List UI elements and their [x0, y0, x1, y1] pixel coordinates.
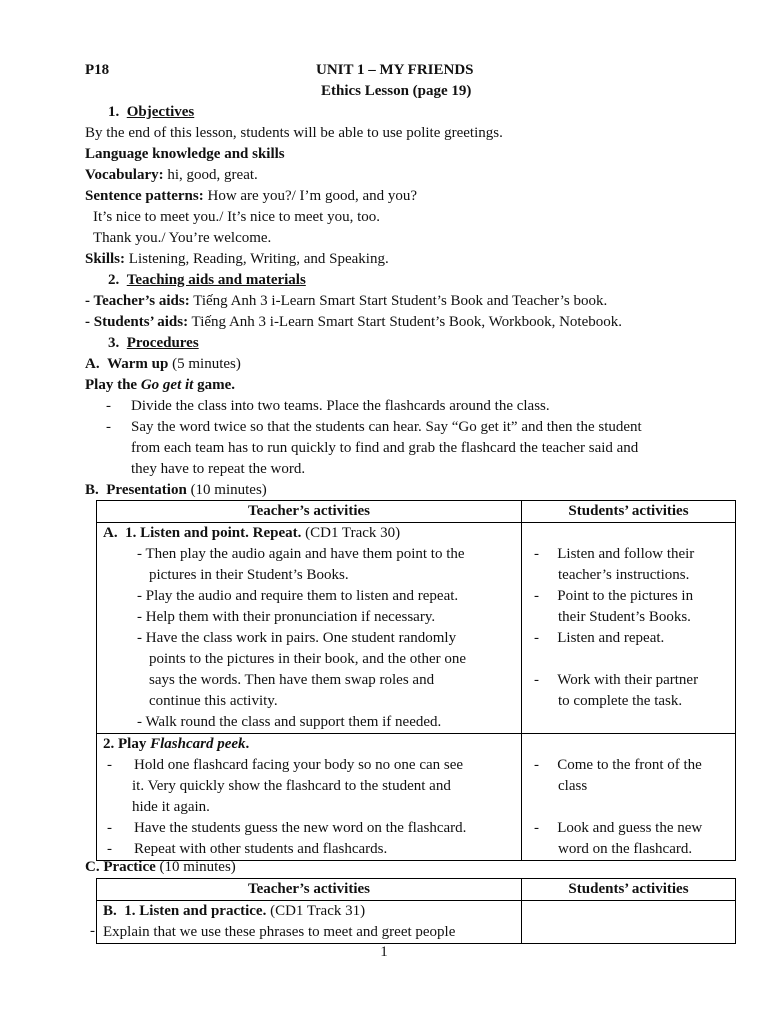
practice-heading: C. Practice (10 minutes) — [85, 859, 236, 875]
game-bullet-2-cont: from each team has to run quickly to find and grab the flashcard the teacher said and — [131, 440, 639, 456]
bullet-dash: - — [90, 923, 95, 939]
bullet-dash: - — [106, 419, 111, 435]
student-step: - Work with their partner — [534, 672, 699, 688]
teacher-aids-line: - Teacher’s aids: Tiếng Anh 3 i-Learn Smart Start Student’s Book and Teacher’s book. — [85, 293, 608, 309]
teacher-step: - Help them with their pronunciation if necessary. — [137, 609, 436, 625]
game-bullet-2: Say the word twice so that the students can hear. Say “Go get it” and then the student — [131, 419, 642, 435]
teacher-activities-cell — [97, 523, 522, 734]
student-step-cont: word on the flashcard. — [558, 841, 693, 857]
game-bullet-1: Divide the class into two teams. Place the flashcards around the class. — [131, 398, 550, 414]
unit-title: UNIT 1 – MY FRIENDS — [316, 62, 474, 78]
sentence-patterns-line-3: Thank you./ You’re welcome. — [93, 230, 272, 246]
presentation-table — [96, 500, 736, 861]
bullet-dash: - — [106, 398, 111, 414]
objectives-intro: By the end of this lesson, students will be able to use polite greetings. — [85, 125, 503, 141]
vocabulary-line: Vocabulary: hi, good, great. — [85, 167, 258, 183]
practice-table — [96, 878, 736, 944]
students-activities-header: Students’ activities — [522, 501, 736, 523]
language-knowledge-heading: Language knowledge and skills — [85, 146, 285, 162]
activity-title: A. 1. Listen and point. Repeat. (CD1 Track 30) — [103, 525, 401, 541]
activity-title: 2. Play Flashcard peek. — [103, 736, 250, 752]
skills-line: Skills: Listening, Reading, Writing, and Speaking. — [85, 251, 389, 267]
page-number: 1 — [380, 944, 388, 960]
aids-heading: 2. Teaching aids and materials — [108, 272, 306, 288]
sentence-patterns-line-2: It’s nice to meet you./ It’s nice to meet you, too. — [93, 209, 381, 225]
students-aids-line: - Students’ aids: Tiếng Anh 3 i-Learn Smart Start Student’s Book, Workbook, Notebook. — [85, 314, 623, 330]
procedures-heading: 3. Procedures — [108, 335, 199, 351]
student-step: - Listen and follow their — [534, 546, 695, 562]
teacher-activities-header: Teacher’s activities — [97, 879, 522, 901]
teacher-step: - Repeat with other students and flashcards. — [107, 841, 388, 857]
game-bullet-2-cont: they have to repeat the word. — [131, 461, 306, 477]
teacher-step-cont: continue this activity. — [149, 693, 278, 709]
teacher-step: - Hold one flashcard facing your body so no one can see — [107, 757, 464, 773]
teacher-step: - Have the students guess the new word on the flashcard. — [107, 820, 467, 836]
teacher-activities-cell — [97, 734, 522, 861]
teacher-step: - Walk round the class and support them if needed. — [137, 714, 442, 730]
warmup-heading: A. Warm up (5 minutes) — [85, 356, 241, 372]
teacher-step: - Have the class work in pairs. One student randomly — [137, 630, 457, 646]
teacher-activities-header: Teacher’s activities — [97, 501, 522, 523]
teacher-step-cont: points to the pictures in their book, and the other one — [149, 651, 467, 667]
students-activities-cell — [522, 734, 736, 861]
student-step: - Point to the pictures in — [534, 588, 694, 604]
teacher-step: - Then play the audio again and have them point to the — [137, 546, 465, 562]
activity-title: B. 1. Listen and practice. (CD1 Track 31) — [103, 903, 366, 919]
students-activities-cell — [522, 523, 736, 734]
sentence-patterns-line: Sentence patterns: How are you?/ I’m good, and you? — [85, 188, 418, 204]
student-step: - Come to the front of the — [534, 757, 702, 773]
student-step-cont: their Student’s Books. — [558, 609, 691, 625]
student-step-cont: to complete the task. — [558, 693, 683, 709]
teacher-step: Explain that we use these phrases to meet and greet people — [103, 924, 456, 940]
presentation-heading: B. Presentation (10 minutes) — [85, 482, 267, 498]
objectives-heading: 1. Objectives — [108, 104, 195, 120]
teacher-step: - Play the audio and require them to listen and repeat. — [137, 588, 459, 604]
teacher-step-cont: hide it again. — [132, 799, 210, 815]
game-heading: Play the Go get it game. — [85, 377, 235, 393]
students-activities-cell — [522, 901, 736, 944]
teacher-step-cont: pictures in their Student’s Books. — [149, 567, 349, 583]
lesson-title: Ethics Lesson (page 19) — [321, 83, 472, 99]
student-step-cont: class — [558, 778, 588, 794]
student-step: - Listen and repeat. — [534, 630, 665, 646]
student-step-cont: teacher’s instructions. — [558, 567, 690, 583]
student-step: - Look and guess the new — [534, 820, 703, 836]
students-activities-header: Students’ activities — [522, 879, 736, 901]
teacher-step-cont: it. Very quickly show the flashcard to the student and — [132, 778, 451, 794]
teacher-step-cont: says the words. Then have them swap roles and — [149, 672, 435, 688]
teacher-activities-cell — [97, 901, 522, 944]
page-code: P18 — [85, 62, 110, 78]
